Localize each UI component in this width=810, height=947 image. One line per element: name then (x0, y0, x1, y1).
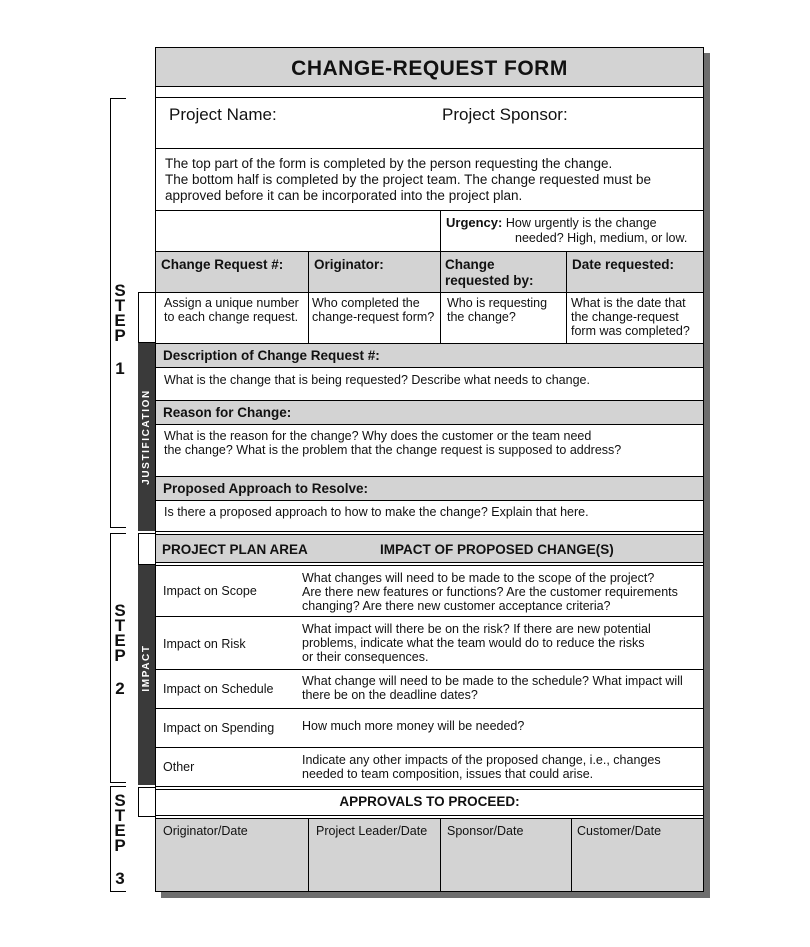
change-requested-by-header: Change requested by: (445, 257, 534, 288)
justification-side-label: JUSTIFICATION (141, 389, 152, 485)
impact-row-risk (156, 617, 703, 669)
reason-text: What is the reason for the change? Why does the customer or the team need the change? What is the problem that the change request is supposed to address? (164, 429, 622, 457)
impact-row-schedule (156, 670, 703, 708)
side-box-impact-header (138, 533, 156, 565)
approach-text: Is there a proposed approach to how to make the change? Explain that here. (164, 505, 589, 519)
impact-description: How much more money will be needed? (302, 719, 525, 733)
originator-header: Originator: (314, 257, 384, 272)
impact-area-label: Impact on Spending (163, 721, 275, 735)
impact-row-other (156, 748, 703, 786)
approach-header: Proposed Approach to Resolve: (163, 481, 369, 496)
side-box-approvals (138, 787, 156, 817)
impact-description: What change will need to be made to the schedule? What impact will there be on the deadline dates? (302, 674, 683, 702)
customer-date-field[interactable]: Customer/Date (577, 824, 662, 838)
change-request-number-header: Change Request #: (161, 257, 284, 272)
step-3-label: S T E P 3 (114, 791, 126, 888)
impact-row-spending (156, 709, 703, 747)
step-1-label: S T E P 1 (114, 281, 126, 378)
date-requested-desc: What is the date that the change-request form was completed? (571, 296, 690, 338)
date-requested-header: Date requested: (572, 257, 675, 272)
project-sponsor-label: Project Sponsor: (442, 105, 568, 124)
impact-description: Indicate any other impacts of the proposed change, i.e., changes needed to team composition, issues that could arise. (302, 753, 661, 781)
impact-of-change-header: IMPACT OF PROPOSED CHANGE(S) (380, 542, 614, 557)
approvals-header: APPROVALS TO PROCEED: (339, 794, 520, 809)
change-request-form (155, 47, 704, 892)
impact-area-label: Impact on Risk (163, 637, 246, 651)
intro-text: The top part of the form is completed by the person requesting the change. The bottom half is completed by the project team. The change requested must be approved before it can be incorporated into the project plan. (165, 156, 652, 203)
reason-header: Reason for Change: (163, 405, 292, 420)
impact-area-label: Impact on Schedule (163, 682, 274, 696)
impact-description: What impact will there be on the risk? If there are new potential problems, indicate what the team would do to reduce the risks or their consequences. (302, 622, 651, 664)
impact-row-scope (156, 566, 703, 616)
urgency-field: Urgency: How urgently is the change needed? High, medium, or low. (446, 215, 688, 245)
side-box-columns (138, 292, 156, 343)
project-name-label: Project Name: (169, 105, 277, 124)
project-leader-date-field[interactable]: Project Leader/Date (316, 824, 428, 838)
impact-area-label: Impact on Scope (163, 584, 257, 598)
impact-area-label: Other (163, 760, 195, 774)
project-plan-area-header: PROJECT PLAN AREA (162, 542, 308, 557)
originator-date-field[interactable]: Originator/Date (163, 824, 248, 838)
impact-side-label: IMPACT (141, 644, 152, 692)
impact-description: What changes will need to be made to the scope of the project? Are there new features or functions? Are the customer requirements changing? Are there new customer acceptance criteria? (302, 571, 678, 613)
step-2-label: S T E P 2 (114, 601, 126, 698)
form-title: CHANGE-REQUEST FORM (291, 57, 568, 80)
urgency-label: Urgency: (446, 215, 503, 230)
description-text: What is the change that is being requested? Describe what needs to change. (164, 373, 590, 387)
sponsor-date-field[interactable]: Sponsor/Date (447, 824, 524, 838)
change-request-number-desc: Assign a unique number to each change request. (164, 296, 299, 324)
description-header: Description of Change Request #: (163, 348, 380, 363)
originator-desc: Who completed the change-request form? (312, 296, 435, 324)
change-requested-by-desc: Who is requesting the change? (447, 296, 548, 324)
